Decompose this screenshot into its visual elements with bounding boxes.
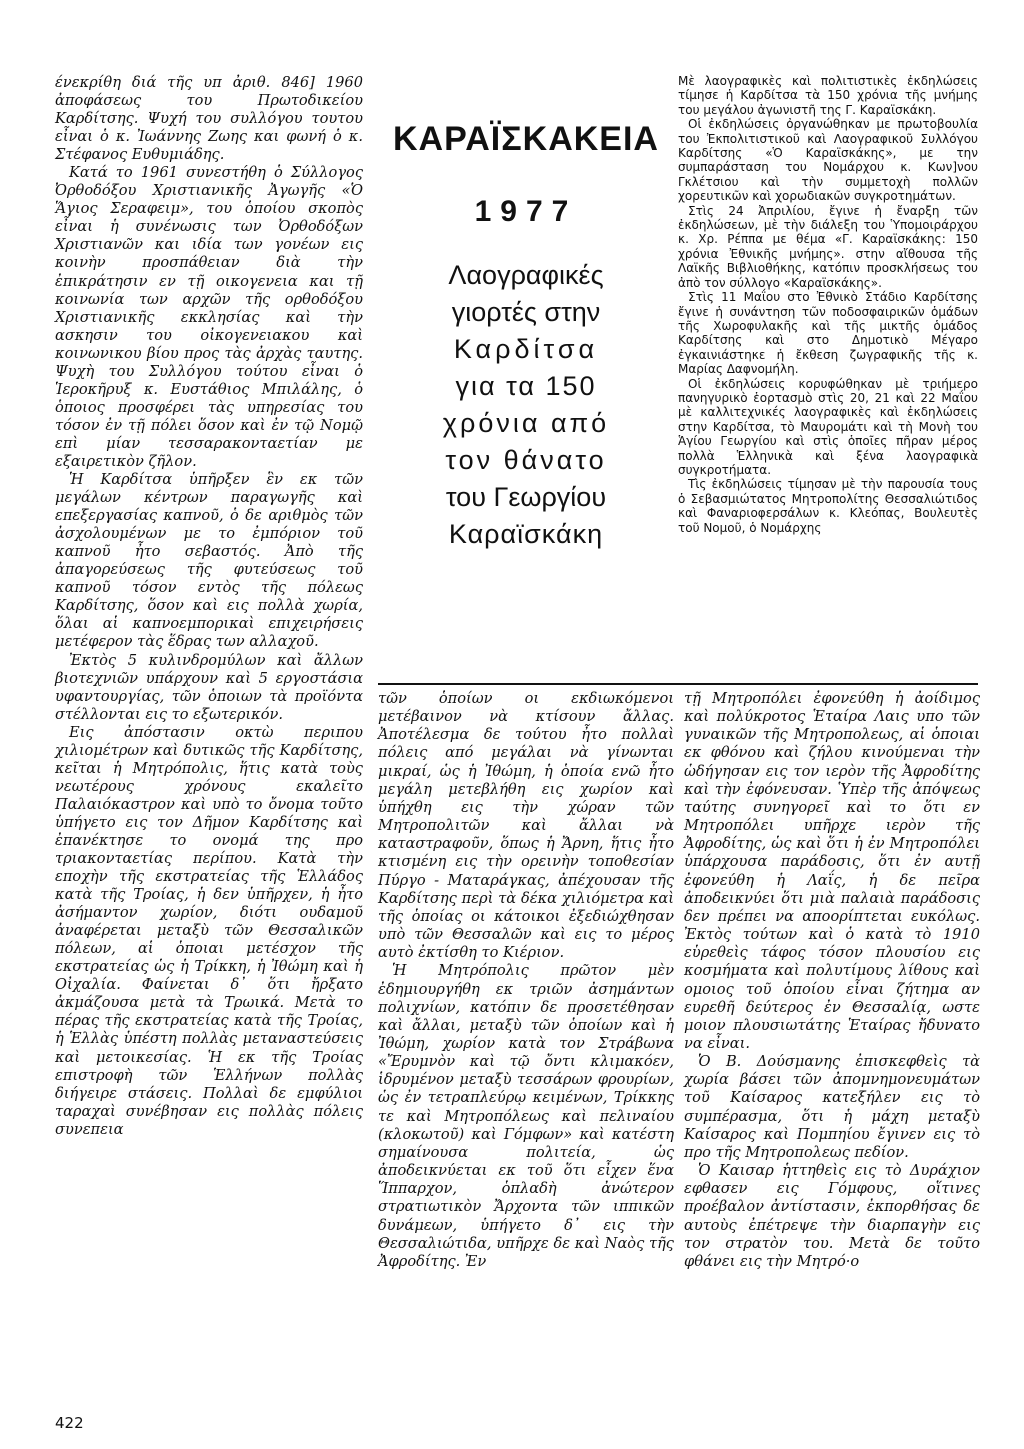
- subtitle-line: για τα 150: [455, 371, 597, 401]
- right-paragraph: Ὁ Καισαρ ἡττηθεὶς εις τὸ Δυράχιον εφθασεν εις Γόμφους, οἵτινες προέβαλον ἀντίστασιν, ἐκπορθήσας δε αυτοὺς ἐπέτρεψε τὴν διαρπαγὴν εις τον στρατὸν του. Μετὰ δε τοῦτο φθάνει εις τὴν Μητρό·ο: [684, 1162, 980, 1270]
- intro-paragraph: Τὶς ἐκδηλώσεις τίμησαν μὲ τὴν παρουσία τους ὁ Σεβασμιώτατος Μητροπολίτης Θεσσαλιώτιδος καὶ Φαναριοφερσάλων κ. Κλεόπας, Βουλευτὲς τοῦ Νομοῦ, ὁ Νομάρχης: [678, 477, 978, 535]
- subtitle-line: Λαογραφικές: [448, 260, 604, 290]
- right-column-text: [684, 690, 980, 1271]
- intro-paragraph: Οἱ ἐκδηλώσεις κορυφώθηκαν μὲ τριήμερο πανηγυρικὸ ἑορτασμὸ στὶς 20, 21 καὶ 22 Μαΐου μὲ καλλιτεχνικές λαογραφικὲς καὶ ἐκδηλώσεις στην Καρδίτσα, τὸ Μαυρομάτι καὶ τὴ Μονὴ του Ἁγίου Γεωργίου καὶ στὶς ὁποῖες πῆραν μέρος πολλὰ Ἑλληνικὰ καὶ ξένα λαογραφικὰ συγκροτήματα.: [678, 376, 978, 477]
- article-title-block: [378, 120, 674, 553]
- middle-column-text: [378, 690, 674, 1271]
- subtitle-line: γιορτές στην: [451, 297, 601, 327]
- right-paragraph: Ὁ Β. Δούσμανης ἐπισκεφθεὶς τὰ χωρία βάσει τῶν ἀπομνημονευμάτων τοῦ Καίσαρος κατεξήλεν εις τὸ συμπέρασμα, ὅτι ἡ μάχη μεταξὺ Καίσαρος καὶ Πομπηίου ἔγινεν εις τὸ προ τῆς Μητροπολεως πεδίον.: [684, 1053, 980, 1161]
- right-paragraph: τῇ Μητροπόλει ἐφονεύθη ἡ ἀοίδιμος καὶ πολύκροτος Ἑταίρα Λαις υπο τῶν γυναικῶν τῆς Μητροπολεως, αἱ ὁποιαι εκ φθόνου καὶ ζήλου κινούμεναι τὴν ὡδήγησαν εις τον ιερὸν τῆς Ἀφροδίτης καὶ τὴν ἐφόνευσαν. Ὑπὲρ τῆς ἀπόψεως ταύτης συνηγορεῖ καὶ το ὅτι εν Μητροπόλει υπῆρχε ιερὸν τῆς Ἀφροδίτης, ὡς καὶ ὅτι ἡ ἐν Μητροπόλει ὑπάρχουσα παράδοσις, ὅτι ἐν αυτῇ ἐφονεύθη ἡ Λαΐς, ἡ δε πεῖρα ἀποδεικνύει ὅτι μιὰ παλαιὰ παράδοσις δεν πρέπει να αποορίπτεται ευκόλως. Ἐκτὸς τούτων καὶ ὁ κατὰ τὸ 1910 εὑρεθεὶς τάφος τόσον πλουσίου εις κοσμήματα καὶ πολυτίμους λίθους καὶ ομοιος τοῦ ὁποίου εἶναι ζήτημα αν ευρεθῆ δεύτερος ἐν Θεσσαλίᾳ, ωστε μοιον πλουσιωτάτης Ἑταίρας ἤδυνατο να εἶναι.: [684, 690, 980, 1052]
- intro-paragraph: Μὲ λαογραφικὲς καὶ πολιτιστικὲς ἐκδηλώσεις τίμησε ἡ Καρδίτσα τὰ 150 χρόνια τῆς μνήμης του μεγάλου ἀγωνιστῆ της Γ. Καραϊσκάκη.: [678, 74, 978, 117]
- divider-rule: [378, 683, 978, 685]
- left-paragraph: Εις ἀπόστασιν οκτὼ περιπου χιλιομέτρων καὶ δυτικῶς τῆς Καρδίτσης, κεῖται ἡ Μητρόπολις, ἥτις κατὰ τοὺς νεωτέρους χρόνους εκαλεῖτο Παλαιόκαστρον καὶ υπὸ το ὄνομα τοῦτο ὑπήγετο εις τον Δῆμον Καρδίτσης καὶ ἐπανέκτησε το ονομά της προ τριακονταετίας περίπου. Κατὰ τὴν εποχὴν τῆς εκστρατείας τῆς Ἑλλάδος κατὰ τῆς Τροίας, ἡ δεν ὑπῆρχεν, ἡ ἦτο ἀσήμαντον χωρίον, διότι ουδαμοῦ ἀναφέρεται μεταξὺ τῶν Θεσσαλικῶν πόλεων, αἱ ὁποιαι μετέσχον τῆς εκστρατείας ὡς ἡ Τρίκκη, ἡ Ἰθώμη καὶ ἡ Οἰχαλία. Φαίνεται δ᾽ ὅτι ἤρξατο ἀκμάζουσα μετὰ τὰ Τρωικά. Μετὰ το πέρας τῆς εκστρατείας κατὰ τῆς Τροίας, ἡ Ἑλλὰς ὑπέστη πολλὰς μεταναστεύσεις καὶ μετοικεσίας. Ἡ εκ τῆς Τροίας επιστροφὴ τῶν Ἑλλήνων πολλὰς διήγειρε στάσεις. Πολλαὶ δε εμφύλιοι ταραχαὶ συνέβησαν εις πολλὰς πόλεις συνεπεια: [55, 723, 363, 1138]
- left-paragraph: Ἐκτὸς 5 κυλινδρομύλων καὶ ἄλλων βιοτεχνιῶν υπάρχουν καὶ 5 εργοστάσια υφαντουργίας, τῶν ὁποιων τὰ προϊόντα στέλλονται εις το εξωτερικόν.: [55, 651, 363, 723]
- left-paragraph: Ἡ Καρδίτσα ὑπῆρξεν ἓν εκ τῶν μεγάλων κέντρων παραγωγῆς καὶ επεξεργασίας καπνοῦ, ὁ δε αριθμὸς τῶν ἀσχολουμένων με το ἐμπόριον τοῦ καπνοῦ ἦτο σεβαστός. Ἀπὸ τῆς ἀπαγορεύσεως τῆς φυτεύσεως τοῦ καπνοῦ τόσον εντὸς τῆς πόλεως Καρδίτσης, ὅσον καὶ εις πολλὰ χωρία, ὅλαι αἱ καπνοεμπορικαὶ επιχειρήσεις μετέφερον τὰς ἕδρας των αλλαχοῦ.: [55, 471, 363, 651]
- year: 1977: [474, 195, 578, 228]
- subtitle-line: του Γεωργίου: [445, 482, 607, 512]
- subtitle-line: χρόνια από: [442, 408, 610, 438]
- intro-paragraph: Στὶς 11 Μαΐου στο Ἐθνικὸ Στάδιο Καρδίτσης ἔγινε ἡ συνάντηση τῶν ποδοσφαιρικῶν ὁμάδων τῆς Χωροφυλακῆς καὶ τῆς μικτῆς ὁμάδος Καρδίτσης καὶ στο Δημοτικὸ Μέγαρο ἐγκαινιάστηκε ἡ ἔκθεση ζωγραφικῆς τῆς κ. Μαρίας Δαφνομήλη.: [678, 290, 978, 377]
- subtitle: [378, 257, 674, 553]
- headline: ΚΑΡΑΪΣΚΑΚΕΙΑ: [392, 120, 659, 158]
- mid-paragraph: τῶν ὁποίων οι εκδιωκόμενοι μετέβαινον νὰ κτίσουν ἄλλας. Ἀποτέλεσμα δε τούτου ἦτο πολλαὶ πόλεις από μεγάλαι νὰ γίνωνται μικραί, ὡς ἡ Ἰθώμη, ἡ ὁποία ενῶ ἦτο μεγάλη μετεβλήθη εις χωρίον καὶ ὑπήχθη εις τὴν χώραν τῶν Μητροπολιτῶν καὶ ἄλλαι νὰ καταστραφοῦν, ὅπως ἡ Ἄρνη, ἥτις ἦτο κτισμένη εις τὴν ορεινὴν τοποθεσίαν Πύργο - Ματαράγκας, ἀπέχουσαν τῆς Καρδίτσης περὶ τὰ δέκα χιλιόμετρα καὶ τῆς ὁποίας οι κάτοικοι ἐξεδιώχθησαν υπὸ τῶν Θεσσαλῶν καὶ εις το μέρος αυτὸ ἐκτίσθη το Κιέριον.: [378, 690, 674, 962]
- intro-paragraph: Οἱ ἐκδηλώσεις ὀργανώθηκαν με πρωτοβουλία του Ἐκπολιτιστικοῦ καὶ Λαογραφικοῦ Συλλόγου Καρδίτσης «Ὁ Καραϊσκάκης», με την συμπαράσταση του Νομάρχου κ. Κων]νου Γκλέτσιου καὶ τὴν συμμετοχὴ πολλῶν χορευτικῶν καὶ χορωδιακῶν συγκροτημάτων.: [678, 117, 978, 204]
- article-intro-column: [678, 74, 978, 535]
- left-column-text: [55, 74, 363, 1139]
- left-paragraph: Κατά το 1961 συνεστήθη ὁ Σύλλογος Ὀρθοδόξου Χριστιανικῆς Ἀγωγῆς «Ὁ Ἅγιος Σεραφειμ», του ὁποίου σκοπὸς εἶναι ἡ συνένωσις των Ὀρθοδόξων Χριστιανῶν και ιδία των γονέων εις κοινὴν προσπάθειαν διὰ τὴν ἐπικράτησιν εν τῇ οικογενεια και τῇ κοινωνία των αρχῶν τῆς ορθοδόξου Χριστιανικῆς εκκλησίας καὶ τὴν ασκησιν του οἰκογενειακου καὶ κοινωνικου βίου προς τὰς ἀρχὰς ταυτης. Ψυχὴ του Συλλόγου τούτου εἶναι ὁ Ἱεροκῆρυξ κ. Ευστάθιος Μπιλάλης, ὁ ὁποιος προσφέρει τὰς υπηρεσίας του τόσον ἐν τῇ πόλει ὅσον καὶ ἐν τῷ Νομῷ επὶ μίαν τεσσαρακονταετίαν με εξαιρετικὸν ζῆλον.: [55, 164, 363, 470]
- page-number: 422: [55, 1414, 84, 1432]
- subtitle-line: Καραϊσκάκη: [448, 519, 604, 549]
- mid-paragraph: Ἡ Μητρόπολις πρῶτον μὲν ἐδημιουργήθη εκ τριῶν ἀσημάντων πολιχνίων, κατόπιν δε προσετέθησαν καὶ ἄλλαι, μεταξὺ τῶν ὁποίων καὶ ἡ Ἰθώμη, χωρίον κατὰ τον Στράβωνα «Ἔρυμνὸν καὶ τῷ ὄντι κλιμακόεν, ἱδρυμένον μεταξὺ τεσσάρων φρουρίων, ὡς ἐν τετραπλεύρῳ κειμένων, Τρίκκης τε καὶ Μητροπόλεως καὶ πελιναίου (κλοκωτοῦ) καὶ Γόμφων» καὶ κατέστη σημαίνουσα πολιτεία, ὡς ἀποδεικνύεται εκ τοῦ ὅτι εἶχεν ἕνα Ἵππαρχον, ὁπλαδὴ ἀνώτερον στρατιωτικὸν Ἄρχοντα τῶν ιππικῶν δυνάμεων, ὑπήγετο δ᾽ εις τὴν Θεσσαλιώτιδα, υπῆρχε δε καὶ Ναὸς τῆς Ἀφροδίτης. Ἐν: [378, 962, 674, 1270]
- subtitle-line: Καρδίτσα: [453, 334, 599, 364]
- subtitle-line: τον θάνατο: [445, 445, 607, 475]
- intro-paragraph: Στὶς 24 Ἀπριλίου, ἔγινε ἡ ἔναρξη τῶν ἐκδηλώσεων, μὲ τὴν διάλεξη του Ὑπομοιράρχου κ. Χρ. Ρέππα με θέμα «Γ. Καραϊσκάκης: 150 χρόνια Ἐθνικῆς μνήμης». στην αἴθουσα τῆς Λαϊκῆς Βιβλιοθήκης, κατόπιν προσκλήσεως του ἀπὸ τον σύλλογο «Καραϊσκάκης».: [678, 203, 978, 290]
- left-paragraph: ένεκρίθη διά τῆς υπ ἀριθ. 846] 1960 ἀποφάσεως του Πρωτοδικείου Καρδίτσης. Ψυχή του συλλόγου τουτου εἶναι ὁ κ. Ἰωάννης Ζωης και φωνή ὁ κ. Στέφανος Ευθυμιάδης.: [55, 74, 363, 164]
